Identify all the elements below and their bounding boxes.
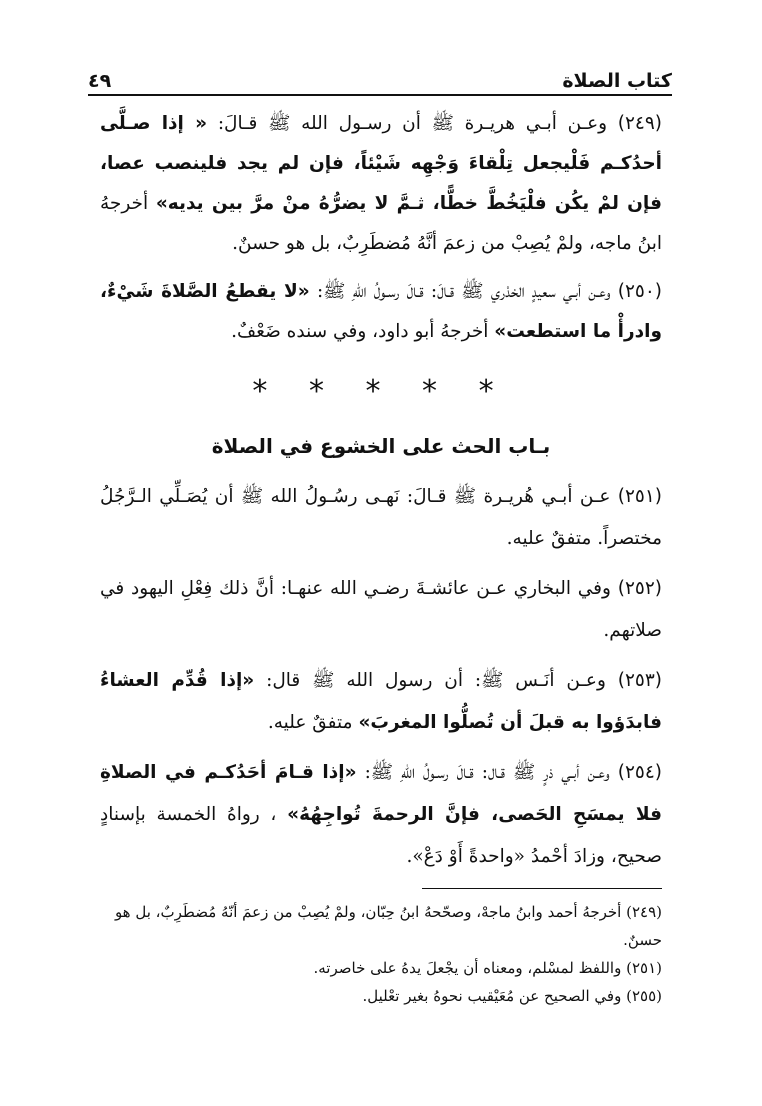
section-separator: * * * * * <box>252 374 510 409</box>
section-title: بـاب الحث على الخشوع في الصلاة <box>211 434 551 458</box>
chapter-title: كتاب الصلاة <box>562 70 672 92</box>
footnotes <box>100 898 662 1010</box>
footnote-255: (٢٥٥) وفي الصحيح عن مُعَيْقيب نحوهُ بغير تعْليل. <box>362 987 662 1005</box>
hadith-254: (٢٥٤) وعـن أبـي ذرٍ ﷺ قـال: قـالَ رسـولُ اللهِ ﷺ: «إذا قـامَ أحَدُكـم في الصلاةِ فلا يمسَحِ الحَصى، فإنَّ الرحمةَ تُواجِهُهُ» ، رواهُ الخمسة بإسنادٍ صحيح، وزادَ أحْمدُ «واحدةً أَوْ دَعْ». <box>100 762 662 867</box>
hadith-253: (٢٥٣) وعـن أنَـس ﷺ: أن رسول الله ﷺ قال: «إذا قُدِّم العشاءُ فابدَؤوا به قبلَ أن تُصلُّوا المغربَ» متفقٌ عليه. <box>100 670 663 733</box>
section-1-body <box>100 104 662 360</box>
page-header <box>88 58 672 92</box>
footnote-249: (٢٤٩) أخرجهُ أحمد وابنُ ماجهْ، وصحّحهُ ابنُ حِبّان، ولمْ يُصِبْ من زعمَ أنّهُ مُضطَرِبٌ، بل هو حسنٌ. <box>114 903 662 949</box>
hadith-252: (٢٥٢) وفي البخاري عـن عائشـةَ رضـي الله عنهـا: أنَّ ذلك فِعْلِ اليهود في صلاتهم. <box>100 578 662 641</box>
section-2-body <box>100 476 662 886</box>
footnote-251: (٢٥١) واللفظ لمسْلم، ومعناه أن يجْعلَ يدهُ على خاصرته. <box>313 959 662 977</box>
page-number: ٤٩ <box>88 70 112 92</box>
footnote-divider <box>422 888 662 889</box>
header-divider <box>88 94 672 96</box>
hadith-250: (٢٥٠) وعـن أبـي سعيدٍ الخدْري ﷺ قـالَ: قـالَ رسـولُ اللهِ ﷺ: «لا يقطعُ الصَّلاةَ شَيْءٌ، وادرأْ ما استطعت» أخرجهُ أبو داود، وفي سنده ضَعْفٌ. <box>100 281 662 342</box>
hadith-249: (٢٤٩) وعـن أبـي هريـرة ﷺ أن رسـول الله ﷺ قـالَ: « إذا صـلَّى أحدُكـم فَلْيجعل تِلْقاءَ وَجْهِه شَيْئاً، فإن لم يجد فلينصب عصا، فإن لمْ يكُن فلْيَخُطَّ خطًّا، ثـمَّ لا يضرُّهُ منْ مرَّ بين يديه» أخرجهُ ابنُ ماجه، ولمْ يُصِبْ من زعمَ أنَّهُ مُضطَرِبٌ، بل هو حسنٌ. <box>100 113 662 254</box>
hadith-251: (٢٥١) عـن أبـي هُريـرة ﷺ قـالَ: نَهـى رسُـولُ الله ﷺ أن يُصَـلِّي الـرَّجُلُ مختصراً. متفقٌ عليه. <box>100 486 662 549</box>
